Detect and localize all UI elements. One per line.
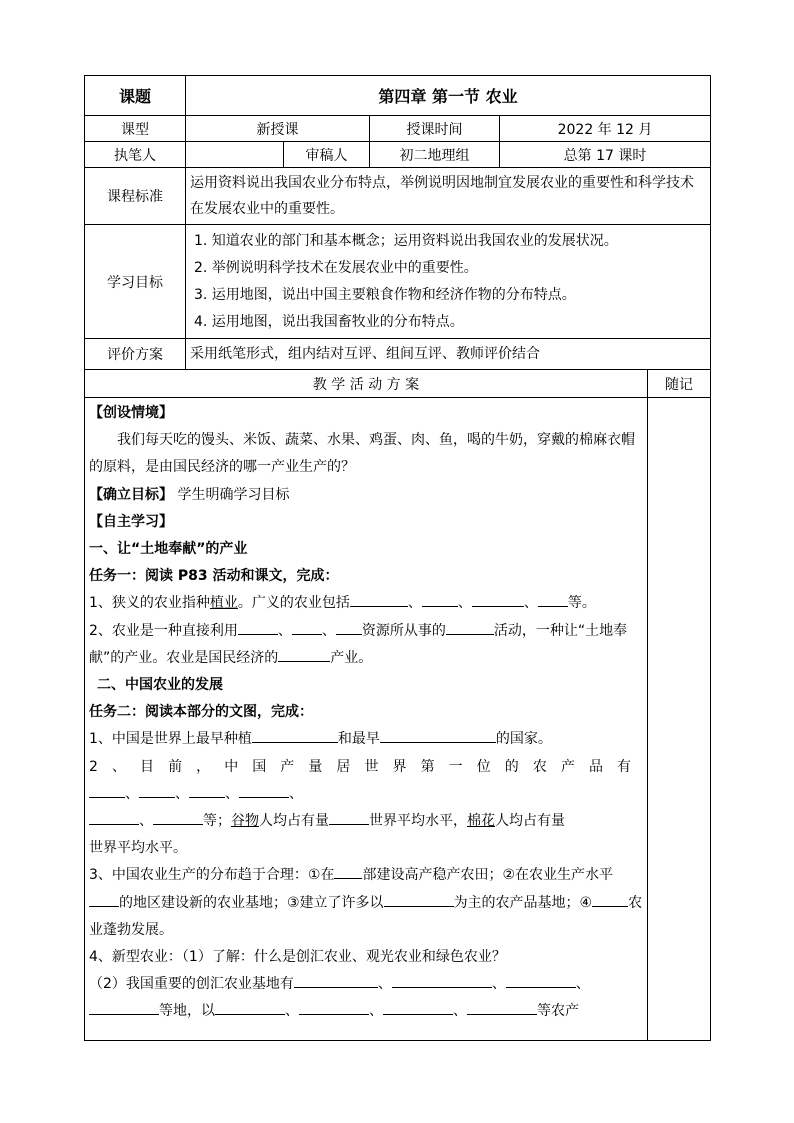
question-4-cont: 、 等；谷物人均占有量 世界平均水平，棉花人均占有量: [89, 808, 643, 835]
blank-line[interactable]: [238, 619, 278, 635]
blank-line[interactable]: [336, 619, 362, 635]
blank-line[interactable]: [383, 999, 453, 1015]
topic-value: 第四章 第一节 农业: [186, 76, 711, 116]
blank-line[interactable]: [239, 782, 289, 798]
blank-line[interactable]: [89, 891, 119, 907]
blank-line[interactable]: [89, 782, 125, 798]
time-value: 2022 年 12 月: [500, 116, 711, 142]
notes-heading: 随记: [648, 370, 711, 398]
goal-item: 3. 运用地图，说出中国主要粮食作物和经济作物的分布特点。: [194, 286, 576, 303]
blank-line[interactable]: [89, 999, 159, 1015]
underlined-answer: 植业: [209, 595, 238, 612]
eval-value: 采用纸笔形式，组内结对互评、组间互评、教师评价结合: [186, 339, 711, 370]
blank-line[interactable]: [278, 646, 330, 662]
blank-line[interactable]: [392, 972, 492, 988]
goal-item: 4. 运用地图，说出我国畜牧业的分布特点。: [194, 313, 464, 330]
blank-line[interactable]: [472, 591, 524, 607]
blank-line[interactable]: [252, 727, 338, 743]
part1-title: 一、让“土地奉献”的产业: [89, 541, 248, 558]
blank-line[interactable]: [294, 972, 378, 988]
goal-item: 2. 举例说明科学技术在发展农业中的重要性。: [194, 259, 478, 276]
blank-line[interactable]: [446, 619, 494, 635]
blank-line[interactable]: [153, 809, 203, 825]
task1-title: 任务一：阅读 P83 活动和课文，完成：: [89, 568, 339, 585]
section-goal-text: 学生明确学习目标: [173, 486, 290, 503]
situation-text: 我们每天吃的馒头、米饭、蔬菜、水果、鸡蛋、肉、鱼，喝的牛奶，穿戴的棉麻衣帽的原料，是由国民经济的哪一产业生产的？: [89, 432, 635, 476]
blank-line[interactable]: [350, 591, 408, 607]
type-value: 新授课: [186, 116, 370, 142]
lesson-plan-table: [84, 75, 711, 1041]
goals-label: 学习目标: [85, 225, 186, 339]
blank-line[interactable]: [189, 782, 225, 798]
blank-line[interactable]: [467, 999, 537, 1015]
task2-title: 任务二：阅读本部分的文图，完成：: [89, 704, 313, 721]
question-6-2: （2）我国重要的创汇农业基地有 、 、 、: [89, 971, 643, 998]
blank-line[interactable]: [538, 591, 568, 607]
question-5: 3、中国农业生产的分布趋于合理：①在 部建设高产稳产农田；②在农业生产水平的地区建设新的农业基地；③建立了许多以 为主的农产品基地；④ 农业蓬勃发展。: [89, 862, 643, 944]
standard-label: 课程标准: [85, 168, 186, 225]
time-label: 授课时间: [370, 116, 500, 142]
standard-value: 运用资料说出我国农业分布特点，举例说明因地制宜发展农业的重要性和科学技术在发展农业中的重要性。: [186, 168, 711, 225]
blank-line[interactable]: [384, 891, 454, 907]
plan-heading: 教 学 活 动 方 案: [85, 370, 648, 398]
blank-line[interactable]: [299, 999, 369, 1015]
notes-column[interactable]: [648, 398, 711, 1041]
topic-label: 课题: [85, 76, 186, 116]
blank-line[interactable]: [422, 591, 458, 607]
question-1: 1、狭义的农业指种植业。广义的农业包括 、 、 、 等。: [89, 590, 643, 617]
blank-line[interactable]: [329, 809, 369, 825]
goal-item: 1. 知道农业的部门和基本概念；运用资料说出我国农业的发展状况。: [194, 232, 618, 249]
goals-list: [186, 225, 711, 339]
section-goal-title: 【确立目标】: [89, 486, 173, 503]
part2-title: 二、中国农业的发展: [97, 677, 223, 694]
author-value: [186, 142, 284, 168]
total-lessons: 总第 17 课时: [500, 142, 711, 168]
question-4: 2、目前，中国产量居世界第一位的农产品有: [89, 758, 643, 775]
blank-line[interactable]: [592, 891, 628, 907]
blank-line[interactable]: [506, 972, 576, 988]
question-2: 2、农业是一种直接利用 、 、 资源所从事的 活动，一种让“土地奉献”的产业。农业是国民经济的 产业。: [89, 618, 643, 672]
blank-line[interactable]: [139, 782, 175, 798]
section-self-study-title: 【自主学习】: [89, 513, 173, 530]
question-6-3: 等地，以 、 、 、 等农产: [89, 998, 643, 1025]
blank-line[interactable]: [380, 727, 496, 743]
section-situation-title: 【创设情境】: [89, 405, 173, 421]
type-label: 课型: [85, 116, 186, 142]
question-3: 1、中国是世界上最早种植 和最早 的国家。: [89, 726, 643, 753]
blank-line[interactable]: [334, 863, 362, 879]
activity-content: [85, 398, 648, 1041]
reviewer-label: 审稿人: [284, 142, 370, 168]
question-4-end: 世界平均水平。: [89, 840, 187, 857]
blank-line[interactable]: [89, 809, 139, 825]
blank-line[interactable]: [292, 619, 322, 635]
question-4-blanks: 、 、 、 、: [89, 781, 643, 808]
lesson-plan-page: [84, 75, 710, 1041]
blank-line[interactable]: [215, 999, 285, 1015]
question-6: 4、新型农业：（1）了解：什么是创汇农业、观光农业和绿色农业？: [89, 949, 506, 966]
eval-label: 评价方案: [85, 339, 186, 370]
reviewer-value: 初二地理组: [370, 142, 500, 168]
author-label: 执笔人: [85, 142, 186, 168]
